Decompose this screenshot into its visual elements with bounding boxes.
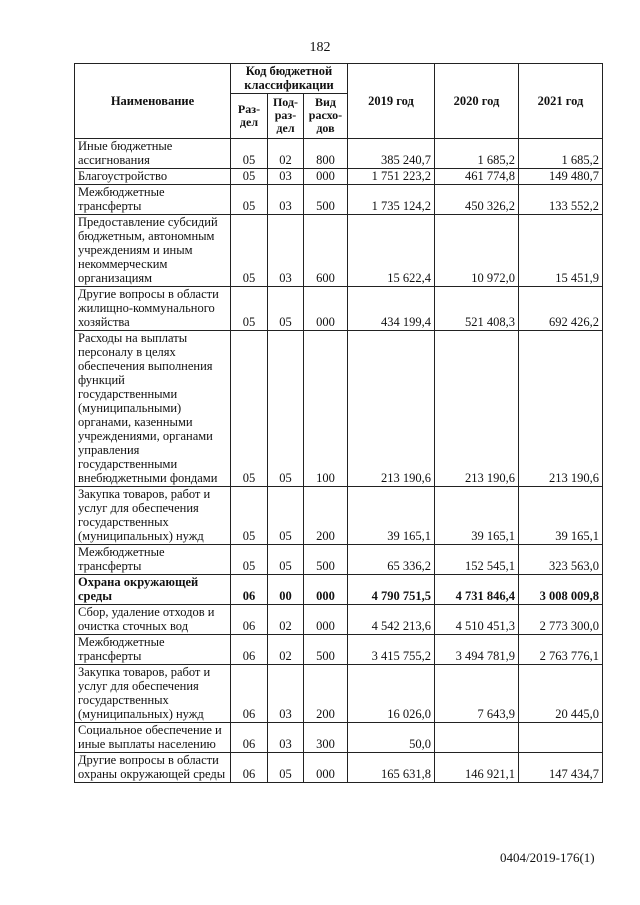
table-row [75,575,603,605]
row-value-2020: 10 972,0 [435,215,519,287]
row-subsection: 02 [268,635,304,665]
row-expense-type: 600 [304,215,348,287]
row-value-2019: 4 790 751,5 [348,575,435,605]
row-value-2021: 133 552,2 [519,185,603,215]
row-section: 06 [231,665,268,723]
row-value-2021: 3 008 009,8 [519,575,603,605]
table-row [75,545,603,575]
row-section: 05 [231,169,268,185]
row-name: Закупка товаров, работ и услуг для обеспечения государственных (муниципальных) нужд [75,487,231,545]
row-name: Сбор, удаление отходов и очистка сточных вод [75,605,231,635]
row-value-2021: 149 480,7 [519,169,603,185]
row-expense-type: 500 [304,185,348,215]
row-subsection: 05 [268,331,304,487]
row-value-2020: 39 165,1 [435,487,519,545]
row-value-2021: 15 451,9 [519,215,603,287]
row-value-2021: 147 434,7 [519,753,603,783]
row-value-2020: 146 921,1 [435,753,519,783]
table-row [75,139,603,169]
table-row [75,215,603,287]
row-value-2020 [435,723,519,753]
table-row [75,635,603,665]
table-row [75,723,603,753]
row-value-2021: 2 763 776,1 [519,635,603,665]
row-value-2020: 521 408,3 [435,287,519,331]
table-row [75,169,603,185]
row-value-2020: 4 510 451,3 [435,605,519,635]
row-value-2019: 4 542 213,6 [348,605,435,635]
budget-table [74,63,603,783]
row-expense-type: 000 [304,575,348,605]
header-expense-type: Вид расхо-дов [304,94,348,139]
row-name: Иные бюджетные ассигнования [75,139,231,169]
row-value-2020: 7 643,9 [435,665,519,723]
row-expense-type: 000 [304,753,348,783]
row-section: 05 [231,545,268,575]
row-subsection: 03 [268,723,304,753]
row-expense-type: 200 [304,487,348,545]
row-section: 05 [231,287,268,331]
row-value-2019: 50,0 [348,723,435,753]
row-subsection: 03 [268,169,304,185]
row-section: 06 [231,723,268,753]
row-name: Другие вопросы в области охраны окружающей среды [75,753,231,783]
header-name: Наименование [75,64,231,139]
row-subsection: 05 [268,287,304,331]
row-value-2019: 385 240,7 [348,139,435,169]
header-code-group: Код бюджетной классификации [231,64,348,94]
table-row [75,753,603,783]
row-expense-type: 800 [304,139,348,169]
row-section: 06 [231,605,268,635]
row-expense-type: 200 [304,665,348,723]
page-number: 182 [309,40,331,55]
row-value-2021: 1 685,2 [519,139,603,169]
row-expense-type: 000 [304,287,348,331]
row-expense-type: 300 [304,723,348,753]
row-section: 05 [231,331,268,487]
row-name: Расходы на выплаты персоналу в целях обеспечения выполнения функций государственными (муниципальными) органами, казенными учреждениями, органами управления государственными внебюджетными фондами [75,331,231,487]
row-value-2019: 39 165,1 [348,487,435,545]
row-subsection: 05 [268,753,304,783]
row-section: 05 [231,487,268,545]
row-value-2021: 20 445,0 [519,665,603,723]
row-value-2019: 15 622,4 [348,215,435,287]
table-row [75,487,603,545]
row-name: Благоустройство [75,169,231,185]
row-value-2021 [519,723,603,753]
row-value-2021: 2 773 300,0 [519,605,603,635]
row-name: Межбюджетные трансферты [75,545,231,575]
row-expense-type: 000 [304,169,348,185]
table-header-row [75,64,603,94]
row-subsection: 02 [268,139,304,169]
header-subsection: Под-раз-дел [268,94,304,139]
row-value-2019: 213 190,6 [348,331,435,487]
row-name: Межбюджетные трансферты [75,635,231,665]
row-expense-type: 000 [304,605,348,635]
table-row [75,605,603,635]
row-name: Другие вопросы в области жилищно-коммунального хозяйства [75,287,231,331]
table-row [75,287,603,331]
row-value-2020: 461 774,8 [435,169,519,185]
row-value-2020: 450 326,2 [435,185,519,215]
row-subsection: 05 [268,545,304,575]
row-name: Социальное обеспечение и иные выплаты населению [75,723,231,753]
row-value-2019: 65 336,2 [348,545,435,575]
row-value-2020: 4 731 846,4 [435,575,519,605]
row-name: Закупка товаров, работ и услуг для обеспечения государственных (муниципальных) нужд [75,665,231,723]
row-section: 05 [231,139,268,169]
row-subsection: 03 [268,185,304,215]
document-code: 0404/2019-176(1) [500,850,595,865]
row-subsection: 00 [268,575,304,605]
row-subsection: 02 [268,605,304,635]
row-value-2021: 323 563,0 [519,545,603,575]
row-section: 05 [231,185,268,215]
row-value-2020: 1 685,2 [435,139,519,169]
row-value-2019: 434 199,4 [348,287,435,331]
row-value-2019: 1 751 223,2 [348,169,435,185]
header-2020: 2020 год [435,64,519,139]
row-name: Межбюджетные трансферты [75,185,231,215]
table-row [75,665,603,723]
row-expense-type: 100 [304,331,348,487]
row-subsection: 05 [268,487,304,545]
row-value-2020: 3 494 781,9 [435,635,519,665]
row-expense-type: 500 [304,545,348,575]
row-section: 06 [231,635,268,665]
row-value-2019: 165 631,8 [348,753,435,783]
row-name: Предоставление субсидий бюджетным, автономным учреждениям и иным некоммерческим организациям [75,215,231,287]
row-value-2020: 152 545,1 [435,545,519,575]
row-value-2019: 3 415 755,2 [348,635,435,665]
row-value-2021: 39 165,1 [519,487,603,545]
header-2019: 2019 год [348,64,435,139]
table-row [75,331,603,487]
row-section: 05 [231,215,268,287]
row-value-2021: 213 190,6 [519,331,603,487]
row-value-2021: 692 426,2 [519,287,603,331]
row-expense-type: 500 [304,635,348,665]
row-subsection: 03 [268,665,304,723]
row-value-2019: 1 735 124,2 [348,185,435,215]
table-row [75,185,603,215]
row-value-2019: 16 026,0 [348,665,435,723]
row-section: 06 [231,575,268,605]
header-2021: 2021 год [519,64,603,139]
table-body [75,139,603,783]
header-section: Раз-дел [231,94,268,139]
row-section: 06 [231,753,268,783]
row-name: Охрана окружающей среды [75,575,231,605]
row-subsection: 03 [268,215,304,287]
row-value-2020: 213 190,6 [435,331,519,487]
